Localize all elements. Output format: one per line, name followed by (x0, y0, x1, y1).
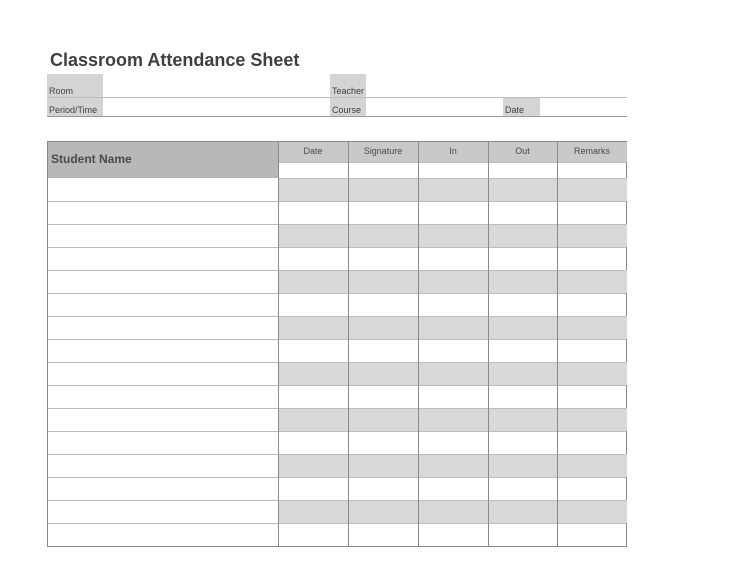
remarks-cell[interactable] (557, 385, 627, 408)
row-divider (278, 201, 626, 202)
remarks-cell[interactable] (557, 408, 627, 431)
in-cell[interactable] (418, 477, 488, 500)
remarks-cell[interactable] (557, 500, 627, 523)
out-cell[interactable] (488, 293, 557, 316)
out-cell[interactable] (488, 178, 557, 201)
date-cell[interactable] (278, 293, 348, 316)
student-name-cell[interactable] (48, 247, 278, 270)
signature-cell[interactable] (348, 339, 418, 362)
signature-cell[interactable] (348, 408, 418, 431)
date-cell[interactable] (278, 162, 348, 178)
remarks-cell[interactable] (557, 293, 627, 316)
date-cell[interactable] (278, 201, 348, 224)
date-cell[interactable] (278, 362, 348, 385)
out-cell[interactable] (488, 477, 557, 500)
row-divider (48, 431, 278, 432)
student-name-cell[interactable] (48, 477, 278, 500)
in-cell[interactable] (418, 339, 488, 362)
row-divider (48, 247, 278, 248)
column-header-signature: Signature (348, 142, 418, 162)
teacher-label: Teacher (330, 74, 366, 98)
in-cell[interactable] (418, 408, 488, 431)
row-divider (278, 408, 626, 409)
in-cell[interactable] (418, 224, 488, 247)
page-title: Classroom Attendance Sheet (50, 50, 300, 70)
in-cell[interactable] (418, 162, 488, 178)
row-divider (278, 224, 626, 225)
student-name-cell[interactable] (48, 224, 278, 247)
row-divider (278, 293, 626, 294)
signature-cell[interactable] (348, 247, 418, 270)
date-cell[interactable] (278, 431, 348, 454)
out-cell[interactable] (488, 362, 557, 385)
out-cell[interactable] (488, 385, 557, 408)
signature-cell[interactable] (348, 270, 418, 293)
date-cell[interactable] (278, 408, 348, 431)
signature-cell[interactable] (348, 362, 418, 385)
row-divider (278, 362, 626, 363)
course-label: Course (330, 98, 366, 117)
row-divider (48, 362, 278, 363)
signature-cell[interactable] (348, 224, 418, 247)
out-cell[interactable] (488, 201, 557, 224)
row-divider (278, 500, 626, 501)
student-name-cell[interactable] (48, 316, 278, 339)
row-divider (48, 523, 278, 524)
signature-cell[interactable] (348, 431, 418, 454)
row-divider (48, 408, 278, 409)
row-divider (48, 385, 278, 386)
row-divider (278, 523, 626, 524)
out-cell[interactable] (488, 454, 557, 477)
out-cell[interactable] (488, 523, 557, 546)
row-divider (278, 247, 626, 248)
date-cell[interactable] (278, 316, 348, 339)
remarks-cell[interactable] (557, 270, 627, 293)
out-cell[interactable] (488, 431, 557, 454)
in-cell[interactable] (418, 385, 488, 408)
student-name-cell[interactable] (48, 339, 278, 362)
remarks-cell[interactable] (557, 247, 627, 270)
remarks-cell[interactable] (557, 454, 627, 477)
column-divider (278, 142, 279, 546)
remarks-cell[interactable] (557, 431, 627, 454)
header-bottom-line (47, 116, 627, 117)
student-name-cell[interactable] (48, 201, 278, 224)
student-name-cell[interactable] (48, 293, 278, 316)
in-cell[interactable] (418, 362, 488, 385)
date-cell[interactable] (278, 270, 348, 293)
column-header-date: Date (278, 142, 348, 162)
in-cell[interactable] (418, 270, 488, 293)
row-divider (48, 477, 278, 478)
teacher-field[interactable] (366, 79, 626, 98)
date-cell[interactable] (278, 178, 348, 201)
out-cell[interactable] (488, 339, 557, 362)
signature-cell[interactable] (348, 477, 418, 500)
date-cell[interactable] (278, 477, 348, 500)
out-cell[interactable] (488, 316, 557, 339)
column-divider (488, 142, 489, 546)
signature-cell[interactable] (348, 201, 418, 224)
remarks-cell[interactable] (557, 162, 627, 178)
date-cell[interactable] (278, 454, 348, 477)
in-cell[interactable] (418, 178, 488, 201)
student-name-cell[interactable] (48, 431, 278, 454)
room-label: Room (47, 74, 103, 98)
row-divider (48, 339, 278, 340)
date-cell[interactable] (278, 224, 348, 247)
out-cell[interactable] (488, 247, 557, 270)
column-header-in: In (418, 142, 488, 162)
row-divider (278, 178, 626, 179)
signature-cell[interactable] (348, 316, 418, 339)
out-cell[interactable] (488, 500, 557, 523)
row-divider (48, 293, 278, 294)
student-name-cell[interactable] (48, 523, 278, 546)
remarks-cell[interactable] (557, 477, 627, 500)
date-label: Date (503, 98, 540, 117)
row-divider (278, 270, 626, 271)
in-cell[interactable] (418, 454, 488, 477)
in-cell[interactable] (418, 523, 488, 546)
row-divider (278, 385, 626, 386)
student-name-cell[interactable] (48, 385, 278, 408)
out-cell[interactable] (488, 408, 557, 431)
row-divider (48, 316, 278, 317)
signature-cell[interactable] (348, 293, 418, 316)
date-cell[interactable] (278, 500, 348, 523)
row-divider (278, 454, 626, 455)
in-cell[interactable] (418, 431, 488, 454)
signature-cell[interactable] (348, 500, 418, 523)
student-name-cell[interactable] (48, 500, 278, 523)
student-name-cell[interactable] (48, 270, 278, 293)
remarks-cell[interactable] (557, 362, 627, 385)
row-divider (48, 270, 278, 271)
out-cell[interactable] (488, 270, 557, 293)
in-cell[interactable] (418, 201, 488, 224)
student-name-cell[interactable] (48, 178, 278, 201)
date-cell[interactable] (278, 339, 348, 362)
row-divider (278, 162, 626, 163)
in-cell[interactable] (418, 500, 488, 523)
student-name-cell[interactable] (48, 408, 278, 431)
course-field[interactable] (366, 98, 503, 117)
in-cell[interactable] (418, 293, 488, 316)
remarks-cell[interactable] (557, 224, 627, 247)
signature-cell[interactable] (348, 454, 418, 477)
row-divider (278, 477, 626, 478)
row-divider (48, 224, 278, 225)
column-header-remarks: Remarks (557, 142, 627, 162)
out-cell[interactable] (488, 224, 557, 247)
attendance-table (47, 141, 627, 547)
student-name-header: Student Name (48, 142, 278, 178)
out-cell[interactable] (488, 162, 557, 178)
signature-cell[interactable] (348, 523, 418, 546)
remarks-cell[interactable] (557, 316, 627, 339)
column-divider (348, 142, 349, 546)
signature-cell[interactable] (348, 385, 418, 408)
row-divider (48, 454, 278, 455)
in-cell[interactable] (418, 247, 488, 270)
period-time-label: Period/Time (47, 98, 103, 117)
row-divider (48, 500, 278, 501)
row-divider (278, 316, 626, 317)
signature-cell[interactable] (348, 162, 418, 178)
remarks-cell[interactable] (557, 339, 627, 362)
in-cell[interactable] (418, 316, 488, 339)
period-time-field[interactable] (103, 98, 330, 117)
room-field[interactable] (103, 79, 330, 98)
remarks-cell[interactable] (557, 523, 627, 546)
signature-cell[interactable] (348, 178, 418, 201)
date-cell[interactable] (278, 385, 348, 408)
date-cell[interactable] (278, 247, 348, 270)
row-divider (278, 431, 626, 432)
column-header-out: Out (488, 142, 557, 162)
student-name-cell[interactable] (48, 362, 278, 385)
column-divider (557, 142, 558, 546)
date-field[interactable] (540, 98, 626, 117)
column-divider (418, 142, 419, 546)
row-divider (48, 201, 278, 202)
remarks-cell[interactable] (557, 201, 627, 224)
student-name-cell[interactable] (48, 454, 278, 477)
date-cell[interactable] (278, 523, 348, 546)
row-divider (278, 339, 626, 340)
remarks-cell[interactable] (557, 178, 627, 201)
